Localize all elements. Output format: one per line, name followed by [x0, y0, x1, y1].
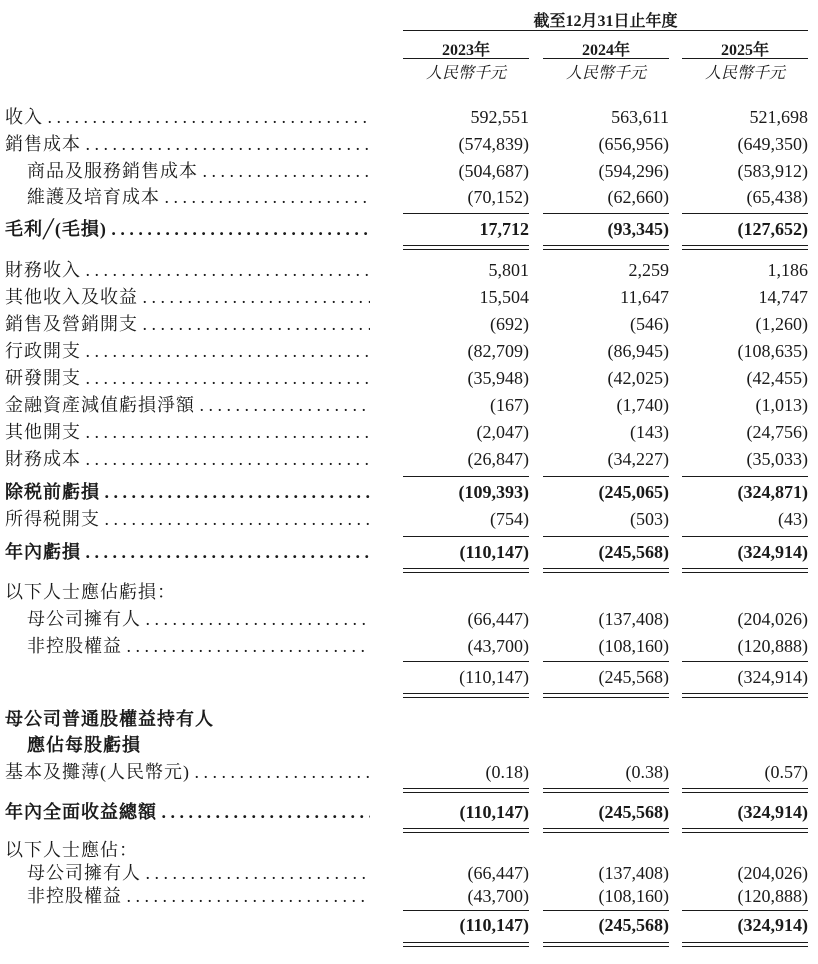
- cell-2023: 5,801: [488, 260, 529, 280]
- cell-2024: (137,408): [598, 609, 669, 629]
- row-eps-heading-1: [0, 706, 818, 733]
- total-double-rule: [543, 942, 669, 943]
- cell-2023: (109,393): [458, 482, 529, 502]
- cell-2023: (574,839): [458, 134, 529, 154]
- row-selling-expenses: [0, 311, 818, 338]
- row-label: 非控股權益 . . .: [27, 883, 370, 910]
- total-double-rule: [403, 572, 529, 573]
- cell-2025: (42,455): [746, 368, 808, 388]
- row-label: 其他收入及收益 . . .: [5, 284, 370, 311]
- total-double-rule: [543, 828, 669, 829]
- row-label: 收入 . . .: [5, 104, 370, 131]
- cell-2025: (324,871): [737, 482, 808, 502]
- cell-2024: (245,568): [598, 915, 669, 935]
- row-admin-expenses: [0, 338, 818, 365]
- cell-2025: (24,756): [746, 422, 808, 442]
- year-header-2024: 2024年: [581, 42, 630, 59]
- subtotal-rule: [543, 910, 669, 911]
- row-label: 以下人士應佔：: [5, 840, 138, 860]
- total-double-rule: [543, 568, 669, 569]
- row-label: 母公司擁有人 . . .: [27, 606, 370, 633]
- total-double-rule: [403, 942, 529, 943]
- row-eps-heading-2: [0, 732, 818, 759]
- row-finance-costs: [0, 446, 818, 473]
- cell-2025: (204,026): [737, 609, 808, 629]
- cell-2024: (656,956): [598, 134, 669, 154]
- row-label: 母公司擁有人 . . .: [27, 860, 370, 887]
- row-label: 年內虧損 . . .: [5, 539, 370, 566]
- cell-2024: 11,647: [620, 287, 669, 307]
- cell-2024: (245,568): [598, 667, 669, 687]
- subtotal-rule: [682, 536, 808, 537]
- cell-2023: (504,687): [458, 161, 529, 181]
- total-double-rule: [543, 249, 669, 250]
- row-label: 維護及培育成本 . . .: [27, 184, 370, 211]
- subtotal-rule: [682, 476, 808, 477]
- cell-2023: (82,709): [467, 341, 529, 361]
- cell-2024: 2,259: [628, 260, 669, 280]
- year-underline: [682, 58, 808, 59]
- cell-2025: (583,912): [737, 161, 808, 181]
- cell-2025: (649,350): [737, 134, 808, 154]
- row-label: 財務成本 . . .: [5, 446, 370, 473]
- row-owners-parent: [0, 606, 818, 633]
- row-loss-for-year: [0, 539, 818, 566]
- total-double-rule: [543, 792, 669, 793]
- total-double-rule: [543, 788, 669, 789]
- row-impairment-losses: [0, 392, 818, 419]
- subtotal-rule: [543, 476, 669, 477]
- row-label: 研發開支 . . .: [5, 365, 370, 392]
- row-cost-of-sales: [0, 131, 818, 158]
- cell-2025: (1,260): [755, 314, 808, 334]
- cell-2023: (692): [490, 314, 529, 334]
- cell-2024: (86,945): [607, 341, 669, 361]
- row-label: 應佔每股虧損: [27, 735, 141, 755]
- cell-2025: (204,026): [737, 863, 808, 883]
- cell-2025: (324,914): [737, 667, 808, 687]
- year-underline: [403, 58, 529, 59]
- row-cost-goods-services: [0, 158, 818, 185]
- cell-2024: (108,160): [598, 636, 669, 656]
- row-basic-diluted: [0, 759, 818, 786]
- cell-2025: 1,186: [767, 260, 808, 280]
- row-other-expenses: [0, 419, 818, 446]
- total-double-rule: [682, 245, 808, 246]
- cell-2024: (34,227): [607, 449, 669, 469]
- total-double-rule: [543, 245, 669, 246]
- total-double-rule: [543, 693, 669, 694]
- cell-2023: (66,447): [467, 609, 529, 629]
- total-double-rule: [682, 693, 808, 694]
- cell-2024: (108,160): [598, 886, 669, 906]
- subtotal-rule: [682, 910, 808, 911]
- cell-2024: (0.38): [625, 762, 669, 782]
- subtotal-rule: [403, 476, 529, 477]
- row-gross-profit: [0, 216, 818, 243]
- cell-2024: (245,065): [598, 482, 669, 502]
- unit-label: 人民幣千元: [565, 65, 646, 82]
- subtotal-rule: [682, 661, 808, 662]
- subtotal-rule: [403, 661, 529, 662]
- subtotal-rule: [543, 213, 669, 214]
- total-double-rule: [403, 788, 529, 789]
- cell-2025: 14,747: [758, 287, 808, 307]
- row-label: 所得税開支 . . .: [5, 506, 370, 533]
- cell-2023: (110,147): [459, 667, 529, 687]
- cell-2023: (43,700): [467, 636, 529, 656]
- cell-2025: (324,914): [737, 915, 808, 935]
- unit-label: 人民幣千元: [704, 65, 785, 82]
- total-double-rule: [682, 946, 808, 947]
- cell-2024: (93,345): [607, 219, 669, 239]
- total-double-rule: [682, 832, 808, 833]
- year-header-2025: 2025年: [720, 42, 769, 59]
- cell-2023: (110,147): [459, 542, 529, 562]
- cell-2025: (1,013): [755, 395, 808, 415]
- cell-2024: (503): [630, 509, 669, 529]
- subtotal-rule: [403, 536, 529, 537]
- row-loss-attributable-heading: [0, 579, 818, 606]
- cell-2023: 17,712: [479, 219, 529, 239]
- row-total-comprehensive: [0, 799, 818, 826]
- cell-2025: (43): [778, 509, 808, 529]
- cell-2023: (0.18): [485, 762, 529, 782]
- subtotal-rule: [403, 910, 529, 911]
- cell-2025: (0.57): [764, 762, 808, 782]
- cell-2023: (754): [490, 509, 529, 529]
- cell-2023: (66,447): [467, 863, 529, 883]
- cell-2024: (62,660): [607, 187, 669, 207]
- total-double-rule: [403, 249, 529, 250]
- total-double-rule: [682, 828, 808, 829]
- period-header: 截至12月31日止年度: [533, 13, 678, 30]
- total-double-rule: [543, 832, 669, 833]
- row-label: 以下人士應佔虧損：: [5, 582, 176, 602]
- row-other-income: [0, 284, 818, 311]
- cell-2024: (1,740): [616, 395, 669, 415]
- row-loss-attributable-total: [0, 664, 818, 691]
- total-double-rule: [403, 946, 529, 947]
- total-double-rule: [403, 568, 529, 569]
- cell-2025: (120,888): [737, 636, 808, 656]
- row-label: 基本及攤薄(人民幣元) . . .: [5, 759, 370, 786]
- year-header-2023: 2023年: [441, 42, 490, 59]
- cell-2025: (108,635): [737, 341, 808, 361]
- cell-2025: (65,438): [746, 187, 808, 207]
- cell-2025: (35,033): [746, 449, 808, 469]
- period-underline: [403, 30, 808, 31]
- year-underline: [543, 58, 669, 59]
- row-label: 金融資產減值虧損淨額 . . .: [5, 392, 370, 419]
- row-label: 非控股權益 . . .: [27, 633, 370, 660]
- subtotal-rule: [403, 213, 529, 214]
- row-maintenance-cost: [0, 184, 818, 211]
- total-double-rule: [543, 946, 669, 947]
- cell-2024: (594,296): [598, 161, 669, 181]
- cell-2023: (35,948): [467, 368, 529, 388]
- cell-2023: (2,047): [476, 422, 529, 442]
- total-double-rule: [682, 792, 808, 793]
- cell-2023: (110,147): [459, 802, 529, 822]
- cell-2023: 15,504: [479, 287, 529, 307]
- cell-2024: (546): [630, 314, 669, 334]
- row-label: 行政開支 . . .: [5, 338, 370, 365]
- row-label: 銷售及營銷開支 . . .: [5, 311, 370, 338]
- cell-2024: (245,568): [598, 802, 669, 822]
- cell-2023: (70,152): [467, 187, 529, 207]
- cell-2024: (143): [630, 422, 669, 442]
- subtotal-rule: [682, 213, 808, 214]
- row-non-controlling: [0, 883, 818, 910]
- total-double-rule: [682, 788, 808, 789]
- cell-2025: 521,698: [749, 107, 808, 127]
- row-label: 銷售成本 . . .: [5, 131, 370, 158]
- row-finance-income: [0, 257, 818, 284]
- cell-2023: (167): [490, 395, 529, 415]
- cell-2024: (42,025): [607, 368, 669, 388]
- row-attributable-total: [0, 912, 818, 939]
- cell-2023: (110,147): [459, 915, 529, 935]
- row-label: 年內全面收益總額 . . .: [5, 799, 370, 826]
- subtotal-rule: [543, 661, 669, 662]
- cell-2025: (120,888): [737, 886, 808, 906]
- row-label: 毛利╱(毛損) . . .: [5, 216, 370, 243]
- cell-2025: (324,914): [737, 802, 808, 822]
- row-non-controlling: [0, 633, 818, 660]
- row-rnd-expenses: [0, 365, 818, 392]
- cell-2023: 592,551: [470, 107, 529, 127]
- cell-2023: (26,847): [467, 449, 529, 469]
- total-double-rule: [682, 568, 808, 569]
- total-double-rule: [682, 249, 808, 250]
- cell-2023: (43,700): [467, 886, 529, 906]
- unit-label: 人民幣千元: [425, 65, 506, 82]
- total-double-rule: [543, 572, 669, 573]
- row-label: 商品及服務銷售成本 . . .: [27, 158, 370, 185]
- total-double-rule: [403, 245, 529, 246]
- cell-2024: 563,611: [611, 107, 669, 127]
- cell-2025: (324,914): [737, 542, 808, 562]
- total-double-rule: [682, 572, 808, 573]
- row-loss-before-tax: [0, 479, 818, 506]
- row-income-tax: [0, 506, 818, 533]
- subtotal-rule: [543, 536, 669, 537]
- row-label: 其他開支 . . .: [5, 419, 370, 446]
- total-double-rule: [682, 942, 808, 943]
- total-double-rule: [543, 697, 669, 698]
- total-double-rule: [403, 828, 529, 829]
- row-label: 母公司普通股權益持有人: [5, 709, 214, 729]
- cell-2025: (127,652): [737, 219, 808, 239]
- row-revenue: [0, 104, 818, 131]
- total-double-rule: [403, 697, 529, 698]
- cell-2024: (245,568): [598, 542, 669, 562]
- total-double-rule: [403, 792, 529, 793]
- total-double-rule: [403, 693, 529, 694]
- total-double-rule: [682, 697, 808, 698]
- row-label: 財務收入 . . .: [5, 257, 370, 284]
- total-double-rule: [403, 832, 529, 833]
- row-label: 除税前虧損 . . .: [5, 479, 370, 506]
- cell-2024: (137,408): [598, 863, 669, 883]
